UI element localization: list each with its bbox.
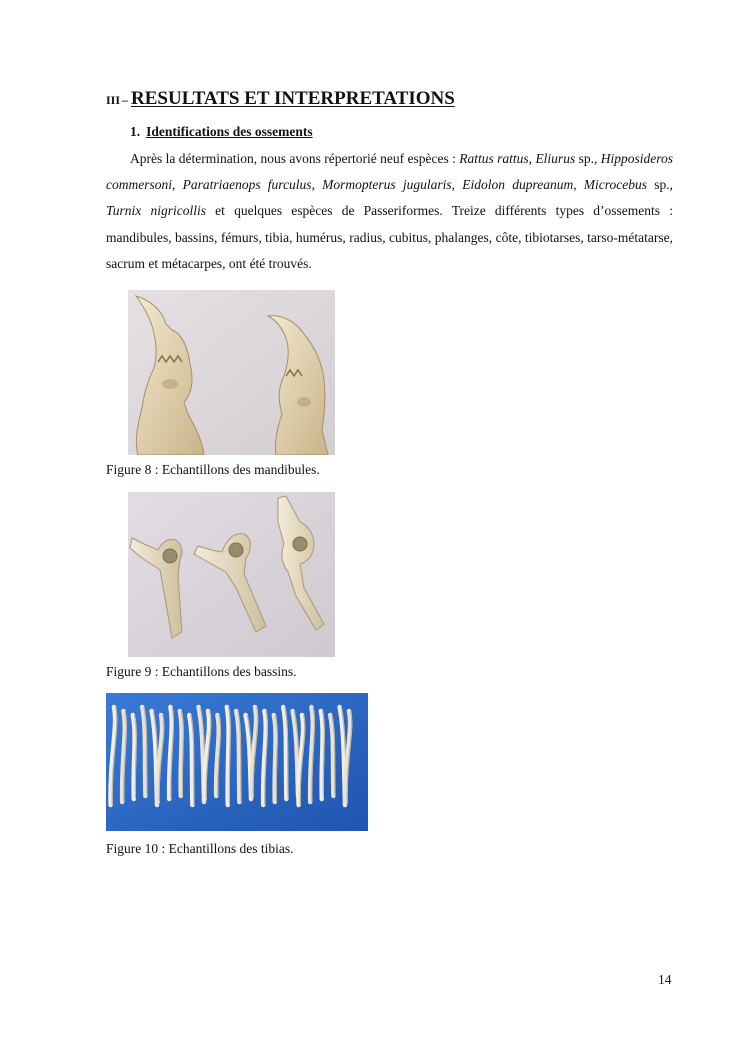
species-name: Eliurus (535, 151, 576, 166)
section-dash: – (122, 93, 129, 107)
paragraph-text: , (311, 177, 323, 193)
page-number: 14 (658, 972, 672, 987)
subsection-title: Identifications des ossements (146, 124, 313, 139)
species-name: Turnix nigricollis (106, 203, 206, 219)
paragraph-text: , (451, 177, 463, 193)
figure-caption: Figure 9 : Echantillons des bassins. (106, 664, 297, 679)
paragraph-text: sp., (575, 151, 601, 166)
subsection-heading (130, 124, 313, 140)
body-paragraph (106, 146, 673, 277)
mandibles-photo (128, 290, 335, 455)
paragraph-text: , (172, 177, 183, 193)
species-name: Hipposideros commersoni (106, 151, 673, 193)
figure-caption: Figure 8 : Echantillons des mandibules. (106, 462, 320, 477)
paragraph-text: , (528, 151, 536, 166)
figure-caption: Figure 10 : Echantillons des tibias. (106, 841, 294, 856)
tibias-photo (106, 693, 368, 831)
subsection-number: 1. (130, 124, 141, 139)
paragraph-text: sp., (647, 177, 673, 193)
species-name: Paratriaenops furculus (182, 177, 312, 193)
paragraph-text: et quelques espèces de Passeriformes. Treize différents types d’ossements : mandibules, bassins, fémurs, tibia, humérus, radius, cubitus, phalanges, côte, tibiotarses, tarso-métatarse, sacrum et métacarpes, ont été trouvés. (106, 203, 673, 271)
species-name: Eidolon dupreanum, Microcebus (462, 177, 648, 193)
section-number: III (106, 93, 121, 107)
pelvis-photo (128, 492, 335, 657)
species-name: Mormopterus jugularis (322, 177, 452, 193)
section-heading (106, 88, 455, 110)
paragraph-text: Après la détermination, nous avons répertorié neuf espèces : (130, 151, 460, 166)
section-title: RESULTATS ET INTERPRETATIONS (131, 88, 455, 109)
species-name: Rattus rattus (459, 151, 529, 166)
